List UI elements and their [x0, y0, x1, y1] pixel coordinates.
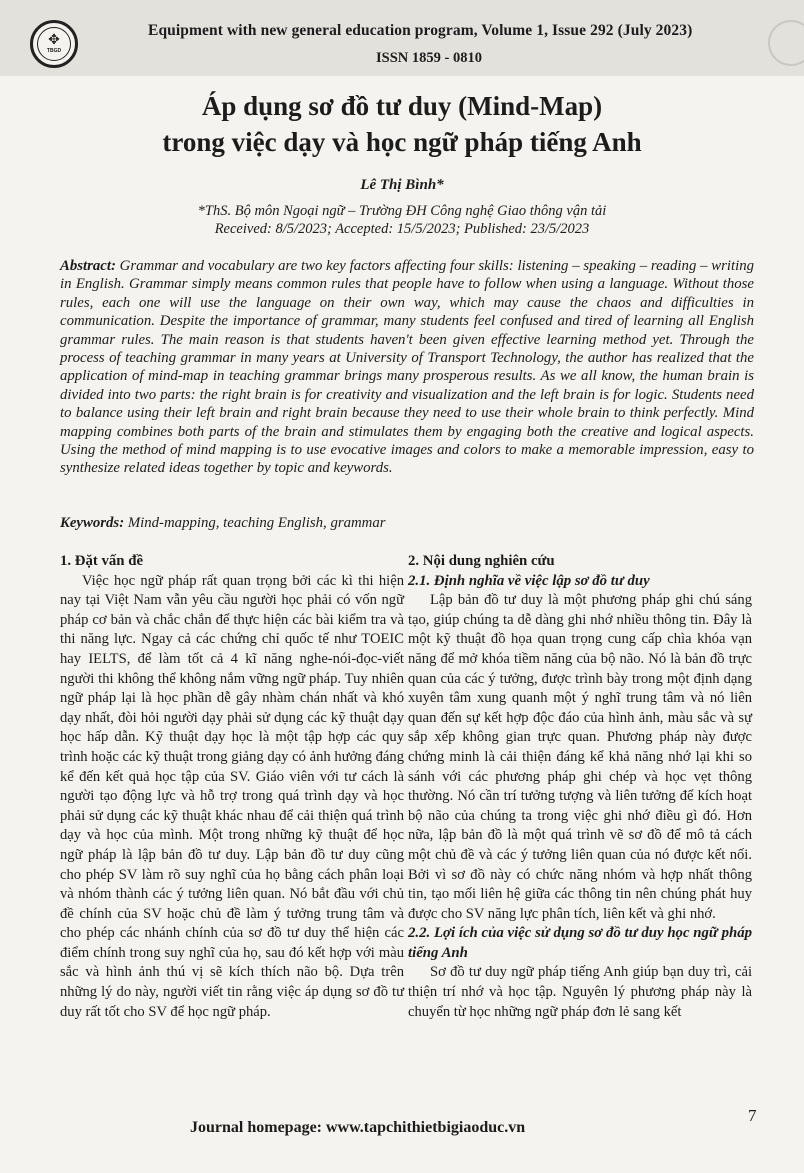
abstract — [60, 257, 754, 478]
journal-homepage: Journal homepage: www.tapchithietbigiaoduc.vn — [190, 1119, 526, 1136]
publication-dates: Received: 8/5/2023; Accepted: 15/5/2023; Published: 23/5/2023 — [214, 221, 590, 237]
keywords-label: Keywords: — [60, 515, 125, 531]
section-1-heading: 1. Đặt vấn đề — [60, 553, 144, 569]
book-icon: ✥ — [48, 33, 60, 48]
journal-logo — [30, 20, 78, 68]
issn: ISSN 1859 - 0810 — [376, 50, 482, 66]
section-2-2-heading: 2.2. Lợi ích của việc sử dụng sơ đồ tư duy học ngữ pháp tiếng Anh — [408, 925, 752, 961]
logo-emblem — [37, 27, 71, 61]
affiliation: *ThS. Bộ môn Ngoại ngữ – Trường ĐH Công nghệ Giao thông vận tải — [197, 203, 607, 219]
section-2-heading: 2. Nội dung nghiên cứu — [408, 553, 555, 569]
page-number: 7 — [748, 1106, 757, 1125]
section-1-paragraph: Việc học ngữ pháp rất quan trọng bởi các kì thi hiện nay tại Việt Nam vẫn yêu cầu người học phải có vốn ngữ pháp cơ bản và chắc chắn để thực hiện các bài kiểm tra và thi năng lực. Ngay cả các chứng chỉ quốc tế như TOEIC hay IELTS, để làm tốt cả 4 kĩ năng nghe-nói-đọc-viết người thi không thể không nắm vững ngữ pháp. Tuy nhiên ngữ pháp lại là học phần dễ gây nhàm chán nhất và khó dạy nhất, đòi hỏi người dạy phải sử dụng các kỹ thuật dạy học hấp dẫn. Kỹ thuật dạy học là một tập hợp các quy trình hoặc các kỹ thuật trong giảng dạy có ảnh hưởng đáng kể đến kết quả học tập của SV. Giáo viên với tư cách là người tạo động lực và hỗ trợ trong quá trình dạy và học phải sử dụng các kỹ thuật khác nhau để cải thiện quá trình dạy và học của mình. Một trong những kỹ thuật để học ngữ pháp là lập bản đồ tư duy. Lập bản đồ tư duy cũng cho phép SV làm rõ suy nghĩ của họ bằng cách phân loại và nhóm thành các ý tưởng liên quan. Nó bắt đầu với chủ đề chính của SV hoặc chủ đề làm ý tưởng trung tâm và cho phép các nhánh chính của sơ đồ tư duy thể hiện các điểm chính trong suy nghĩ của họ, sau đó kết hợp với màu sắc và hình ảnh thú vị sẽ kích thích não bộ. Dựa trên những lý do này, người viết tin rằng việc áp dụng sơ đồ tư duy rất tốt cho SV để học ngữ pháp. — [60, 572, 404, 1020]
abstract-label: Abstract: — [60, 258, 116, 274]
author: Lê Thị Bình* — [360, 177, 444, 193]
journal-line: Equipment with new general education program, Volume 1, Issue 292 (July 2023) — [148, 22, 693, 39]
article-title — [60, 88, 744, 160]
left-column — [60, 552, 404, 1022]
right-column — [408, 552, 752, 1022]
section-2-1-paragraph: Lập bản đồ tư duy là một phương pháp ghi chú sáng tạo, giúp chúng ta dễ dàng ghi nhớ nhiều thông tin. Đây là một kỹ thuật đồ họa quan trọng cung cấp chìa khóa vạn năng để mở khóa tiềm năng của bộ não. Nó là bản đồ trực quan của các ý tưởng, được trình bày trong một định dạng xuyên tâm xung quanh một ý nghĩ trung tâm và nó liên quan đến sự kết hợp độc đáo của hình ảnh, màu sắc và sự sắp xếp không gian trực quan. Phương pháp này được chứng minh là cải thiện đáng kể khả năng nhớ lại khi so sánh với các phương pháp ghi chép và học vẹt thông thường. Nó cần trí tưởng tượng và liên tưởng để kích hoạt bộ não của chúng ta trong việc ghi nhớ điều gì đó. Hơn nữa, lập bản đồ là một quá trình vẽ sơ đồ để mô tả cách một chủ đề và các ý tưởng liên quan của nó được kết nối. Bởi vì sơ đồ này có chức năng nhóm và hợp nhất thông tin, tạo mối liên hệ giữa các thông tin nên chúng phát huy được cho SV năng lực phân tích, liên kết và ghi nhớ. — [408, 592, 752, 922]
section-2-2-paragraph: Sơ đồ tư duy ngữ pháp tiếng Anh giúp bạn duy trì, cải thiện trí nhớ và học tập. Nguyên lý phương pháp này là chuyển từ học những ngữ pháp đơn lẻ sang kết — [408, 964, 752, 1020]
affiliation-block — [130, 202, 674, 238]
logo-label: TBGD — [46, 48, 62, 54]
keywords-text: Mind-mapping, teaching English, grammar — [127, 515, 386, 531]
keywords — [60, 515, 754, 532]
abstract-text: Grammar and vocabulary are two key factors affecting four skills: listening – speaking – reading – writing in English. Grammar simply means common rules that people have to follow when using a language. Without those rules, each one will use the language on their own way, which may cause the chaos and difficulties in communication. Despite the importance of grammar, many students feel confused and tired of learning all English grammar rules. The main reason is that students haven't been given effective learning method yet. Through the process of teaching grammar in many years at University of Transport Technology, the author has realized that the application of mind-map in teaching grammar brings many prosperous results. As we all know, the human brain is divided into two parts: the right brain is for creativity and visualization and the left brain is for logic. Students need to balance using their left brain and right brain because they need to use their whole brain to think perfectly. Mind mapping combines both parts of the brain and stimulates them by engaging both the creative and logical aspects. Using the method of mind mapping is to use evocative images and colors to make a memorable impression, easy to synthesize related ideas together by topic and keywords. — [60, 258, 755, 477]
title-line-2: trong việc dạy và học ngữ pháp tiếng Anh — [162, 127, 642, 157]
title-line-1: Áp dụng sơ đồ tư duy (Mind-Map) — [201, 91, 603, 121]
section-2-1-heading: 2.1. Định nghĩa về việc lập sơ đồ tư duy — [408, 572, 650, 589]
